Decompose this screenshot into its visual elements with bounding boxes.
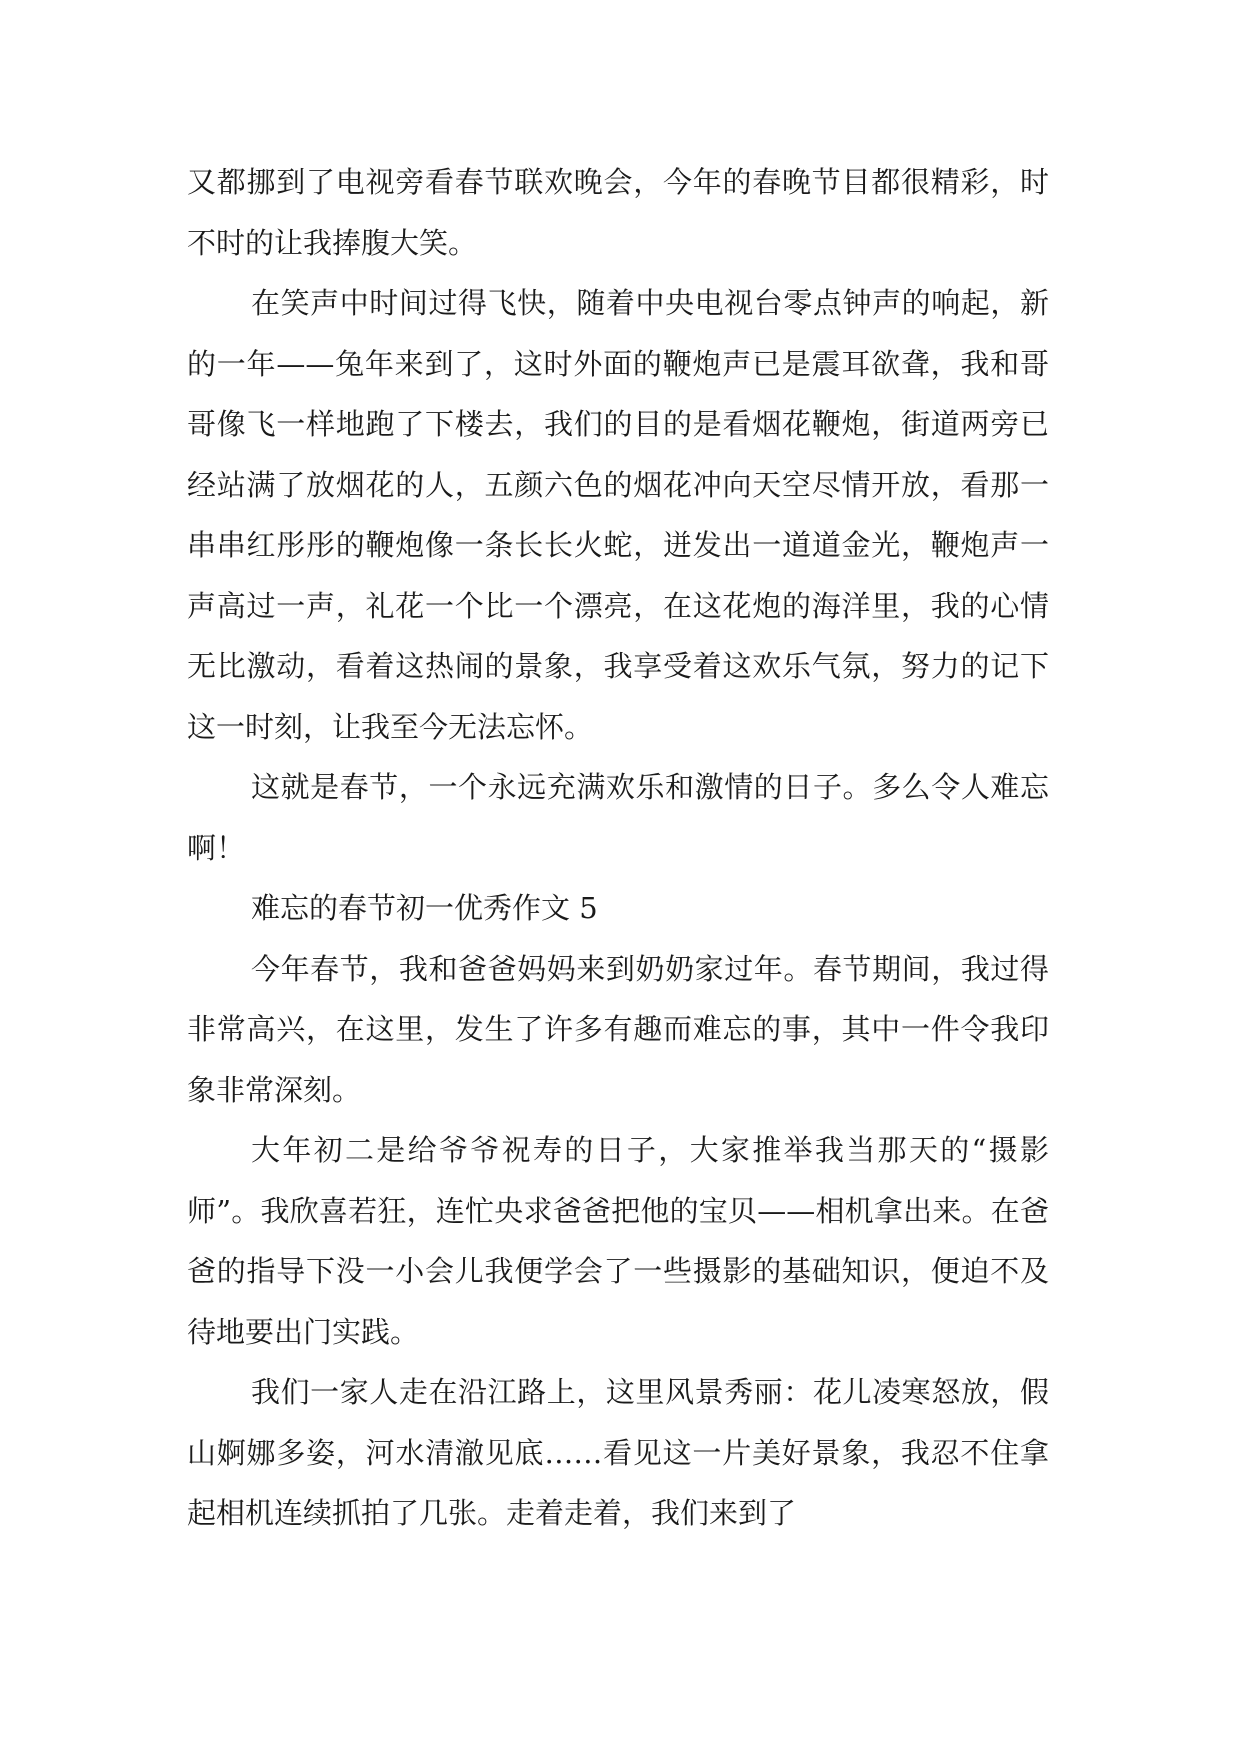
paragraph-fireworks: 在笑声中时间过得飞快，随着中央电视台零点钟声的响起，新的一年——兔年来到了，这时外面的鞭炮声已是震耳欲聋，我和哥哥像飞一样地跑了下楼去，我们的目的是看烟花鞭炮，街道两旁已经站满了放烟花的人，五颜六色的烟花冲向天空尽情开放，看那一串串红彤彤的鞭炮像一条长长火蛇，迸发出一道道金光，鞭炮声一声高过一声，礼花一个比一个漂亮，在这花炮的海洋里，我的心情无比激动，看着这热闹的景象，我享受着这欢乐气氛，努力的记下这一时刻，让我至今无法忘怀。: [187, 286, 1049, 744]
paragraph-conclusion: 这就是春节，一个永远充满欢乐和激情的日子。多么令人难忘啊！: [187, 770, 1049, 865]
document-body: [187, 152, 1049, 1544]
essay-heading: 难忘的春节初一优秀作文 5: [251, 891, 598, 925]
paragraph-intro: 今年春节，我和爸爸妈妈来到奶奶家过年。春节期间，我过得非常高兴，在这里，发生了许多有趣而难忘的事，其中一件令我印象非常深刻。: [187, 951, 1049, 1107]
paragraph-riverside: 我们一家人走在沿江路上，这里风景秀丽：花儿凌寒怒放，假山婀娜多姿，河水清澈见底……看见这一片美好景象，我忍不住拿起相机连续抓拍了几张。走着走着，我们来到了: [187, 1375, 1049, 1530]
paragraph-photographer: 大年初二是给爷爷祝寿的日子，大家推举我当那天的“摄影师”。我欣喜若狂，连忙央求爸爸把他的宝贝——相机拿出来。在爸爸的指导下没一小会儿我便学会了一些摄影的基础知识，便迫不及待地要出门实践。: [187, 1133, 1049, 1349]
paragraph-continuation: 又都挪到了电视旁看春节联欢晚会，今年的春晚节目都很精彩，时不时的让我捧腹大笑。: [187, 165, 1049, 260]
